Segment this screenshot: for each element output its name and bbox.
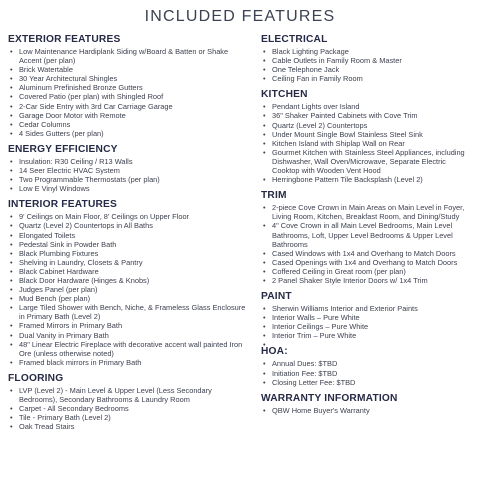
feature-item: • 2 Panel Shaker Style Interior Doors w/ 1x4 Trim — [261, 276, 475, 285]
feature-item: • Pendant Lights over Island — [261, 102, 475, 111]
feature-item: • 2-Car Side Entry with 3rd Car Carriage Garage — [8, 102, 251, 111]
feature-list — [261, 203, 475, 285]
feature-section — [8, 199, 251, 367]
feature-list — [261, 406, 475, 415]
feature-item: • Low Maintenance Hardiplank Siding w/Board & Batten or Shake Accent (per plan) — [8, 47, 251, 65]
feature-item: • Black Door Hardware (Hinges & Knobs) — [8, 276, 251, 285]
feature-item: • Black Cabinet Hardware — [8, 267, 251, 276]
feature-item: • Cased Openings with 1x4 and Overhang to Match Doors — [261, 258, 475, 267]
feature-item: • Gourmet Kitchen with Stainless Steel Appliances, including Dishwasher, Wall Oven/Microwave, Separate Electric Cooktop with Wooden Vent Hood — [261, 148, 475, 175]
feature-item: • 4" Cove Crown in all Main Level Bedrooms, Main Level Bathrooms, Loft, Upper Level Bedrooms & Upper Level Bathrooms — [261, 221, 475, 248]
feature-item: • QBW Home Buyer's Warranty — [261, 406, 475, 415]
feature-item: • Quartz (Level 2) Countertops in All Baths — [8, 221, 251, 230]
feature-item: • Garage Door Motor with Remote — [8, 111, 251, 120]
section-heading: ELECTRICAL — [261, 34, 328, 45]
feature-item: • Ceiling Fan in Family Room — [261, 74, 475, 83]
feature-item: • Brick Watertable — [8, 65, 251, 74]
feature-item: • Initiation Fee: $TBD — [261, 369, 475, 378]
feature-list — [261, 304, 475, 340]
feature-list — [261, 359, 475, 386]
feature-item: • Pedestal Sink in Powder Bath — [8, 240, 251, 249]
feature-list — [8, 47, 251, 138]
feature-item: • Shelving in Laundry, Closets & Pantry — [8, 258, 251, 267]
feature-item: • Interior Trim – Pure White — [261, 331, 475, 340]
feature-item: • Cedar Columns — [8, 120, 251, 129]
feature-item: • 36" Shaker Painted Cabinets with Cove Trim — [261, 111, 475, 120]
feature-item: • Mud Bench (per plan) — [8, 294, 251, 303]
feature-section — [261, 34, 475, 83]
feature-section — [261, 346, 475, 386]
feature-section — [261, 291, 475, 340]
feature-item: • Covered Patio (per plan) with Shingled Roof — [8, 92, 251, 101]
feature-item: • Under Mount Single Bowl Stainless Steel Sink — [261, 130, 475, 139]
feature-item: • Insulation: R30 Ceiling / R13 Walls — [8, 157, 251, 166]
feature-item: • Dual Vanity in Primary Bath — [8, 331, 251, 340]
page-title: INCLUDED FEATURES — [144, 8, 336, 25]
feature-item: • 48" Linear Electric Fireplace with decorative accent wall painted Iron Ore (unless otherwise noted) — [8, 340, 251, 358]
feature-item: • Large Tiled Shower with Bench, Niche, & Frameless Glass Enclosure in Primary Bath (Level 2) — [8, 303, 251, 321]
feature-item: • 4 Sides Gutters (per plan) — [8, 129, 251, 138]
feature-section — [8, 144, 251, 193]
feature-item: • 9' Ceilings on Main Floor, 8' Ceilings on Upper Floor — [8, 212, 251, 221]
feature-item: • Black Lighting Package — [261, 47, 475, 56]
section-heading: TRIM — [261, 190, 287, 202]
feature-item: • Carpet - All Secondary Bedrooms — [8, 404, 251, 413]
feature-item: • One Telephone Jack — [261, 65, 475, 74]
section-heading: KITCHEN — [261, 89, 308, 101]
section-heading: FLOORING — [8, 372, 64, 384]
feature-item: • Two Programmable Thermostats (per plan) — [8, 175, 251, 184]
feature-item: • Judges Panel (per plan) — [8, 285, 251, 294]
feature-item: • Cable Outlets in Family Room & Master — [261, 56, 475, 65]
feature-item: • Closing Letter Fee: $TBD — [261, 378, 475, 387]
feature-list — [8, 157, 251, 193]
feature-item: • Aluminum Prefinished Bronze Gutters — [8, 83, 251, 92]
feature-item: • Interior Ceilings – Pure White — [261, 322, 475, 331]
feature-item: • Tile - Primary Bath (Level 2) — [8, 413, 251, 422]
feature-list — [261, 47, 475, 83]
feature-item: • Framed Mirrors in Primary Bath — [8, 321, 251, 330]
section-heading: EXTERIOR FEATURES — [8, 34, 121, 45]
feature-section — [261, 190, 475, 285]
feature-item: • Herringbone Pattern Tile Backsplash (Level 2) — [261, 175, 475, 184]
feature-item: • Coffered Ceiling in Great room (per plan) — [261, 267, 475, 276]
feature-item: • Quartz (Level 2) Countertops — [261, 121, 475, 130]
section-heading: WARRANTY INFORMATION — [261, 392, 398, 404]
feature-list — [8, 212, 251, 367]
feature-item: • Oak Tread Stairs — [8, 422, 251, 431]
feature-section — [8, 34, 251, 138]
feature-item: • 30 Year Architectural Shingles — [8, 74, 251, 83]
feature-item: • Cased Windows with 1x4 and Overhang to Match Doors — [261, 249, 475, 258]
feature-item: • Black Plumbing Fixtures — [8, 249, 251, 258]
feature-item: • Kitchen Island with Shiplap Wall on Rear — [261, 139, 475, 148]
section-heading: PAINT — [261, 291, 292, 303]
feature-section — [261, 393, 475, 415]
feature-list — [8, 386, 251, 431]
feature-list — [261, 102, 475, 184]
feature-item: • Framed black mirrors in Primary Bath — [8, 358, 251, 367]
feature-item: • Low E Vinyl Windows — [8, 184, 251, 193]
right-column — [261, 34, 475, 421]
feature-item: • Elongated Toilets — [8, 231, 251, 240]
left-column — [8, 34, 251, 437]
feature-item: • Interior Walls – Pure White — [261, 313, 475, 322]
feature-item: • Sherwin Williams Interior and Exterior Paints — [261, 304, 475, 313]
section-heading: HOA: — [261, 346, 288, 358]
section-heading: ENERGY EFFICIENCY — [8, 143, 118, 155]
feature-item: • 2-piece Cove Crown in Main Areas on Main Level in Foyer, Living Room, Kitchen, Breakfast Room, and Dining/Study — [261, 203, 475, 221]
feature-item: • LVP (Level 2) - Main Level & Upper Level (Less Secondary Bedrooms), Secondary Bathrooms & Laundry Room — [8, 386, 251, 404]
feature-item: • 14 Seer Electric HVAC System — [8, 166, 251, 175]
feature-section — [8, 373, 251, 431]
feature-section — [261, 89, 475, 184]
section-heading: INTERIOR FEATURES — [8, 199, 118, 211]
feature-item: • Annual Dues: $TBD — [261, 359, 475, 368]
